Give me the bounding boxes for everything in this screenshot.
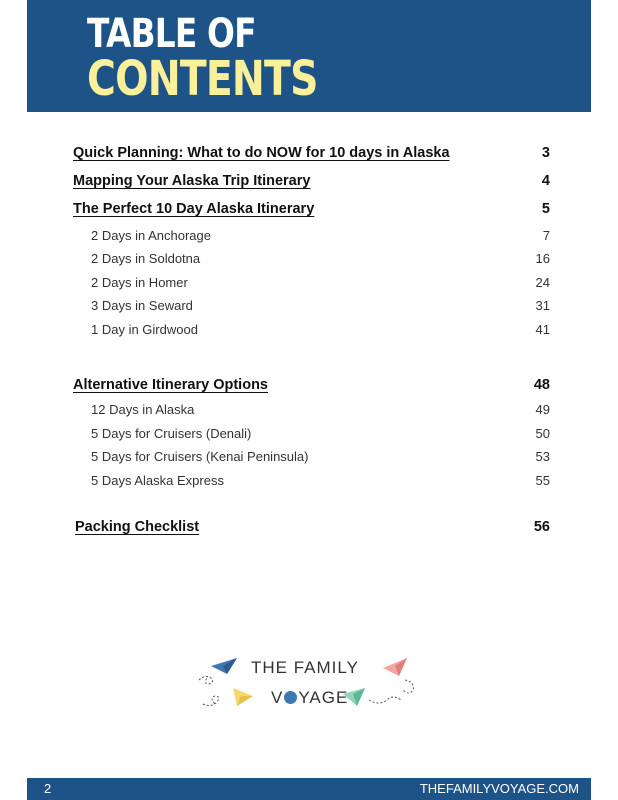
toc-item-label[interactable]: 3 Days in Seward	[91, 298, 193, 313]
toc-item-page: 7	[542, 228, 550, 243]
toc-item-12-days[interactable]	[0, 400, 618, 422]
toc-section-page: 48	[533, 377, 550, 393]
toc-section-alternative[interactable]	[0, 375, 618, 397]
footer-bar	[27, 778, 591, 800]
toc-item-label[interactable]: 2 Days in Anchorage	[91, 228, 211, 243]
toc-item-page: 55	[535, 473, 550, 488]
page-title-line2: CONTENTS	[87, 51, 318, 107]
toc-item-label[interactable]: 1 Day in Girdwood	[91, 322, 198, 337]
toc-item-page: 41	[535, 322, 550, 337]
family-voyage-logo	[193, 652, 425, 714]
toc-item-page: 49	[535, 402, 550, 417]
toc-item-page: 53	[535, 449, 550, 464]
footer-page-number: 2	[44, 781, 52, 796]
toc-item-label[interactable]: 5 Days for Cruisers (Kenai Peninsula)	[91, 449, 309, 464]
logo-line2-end: YAGE	[298, 688, 349, 707]
toc-item-label[interactable]: 2 Days in Soldotna	[91, 251, 201, 266]
toc-item-label[interactable]: 5 Days Alaska Express	[91, 473, 224, 488]
toc-item-girdwood[interactable]	[0, 320, 618, 342]
toc-item-homer[interactable]	[0, 273, 618, 295]
toc-item-alaska-express[interactable]	[0, 471, 618, 493]
toc-section-page: 4	[541, 173, 550, 189]
toc-section-page: 56	[533, 519, 550, 535]
toc-section-packing[interactable]	[0, 517, 618, 539]
toc-item-seward[interactable]	[0, 296, 618, 318]
toc-item-soldotna[interactable]	[0, 249, 618, 271]
logo-line2-start: V	[271, 688, 284, 707]
toc-item-page: 50	[535, 426, 550, 441]
toc-item-page: 31	[535, 298, 550, 313]
page-title-line1: TABLE OF	[87, 11, 256, 57]
toc-item-cruisers-kenai[interactable]	[0, 447, 618, 469]
header-banner	[27, 0, 591, 112]
toc-section-label[interactable]: Alternative Itinerary Options	[73, 377, 268, 393]
logo-line2	[271, 688, 348, 708]
footer-site-link[interactable]: THEFAMILYVOYAGE.COM	[419, 781, 579, 796]
logo-line1: THE FAMILY	[251, 658, 359, 677]
toc-item-page: 24	[535, 275, 550, 290]
globe-icon	[284, 691, 297, 704]
toc-section-page: 3	[541, 145, 550, 161]
toc-section-label[interactable]: Packing Checklist	[75, 519, 200, 535]
toc-section-label[interactable]: The Perfect 10 Day Alaska Itinerary	[73, 201, 315, 217]
toc-item-label[interactable]: 5 Days for Cruisers (Denali)	[91, 426, 252, 441]
toc-section-label[interactable]: Quick Planning: What to do NOW for 10 days in Alaska	[73, 145, 450, 161]
toc-item-page: 16	[535, 251, 550, 266]
toc-item-cruisers-denali[interactable]	[0, 424, 618, 446]
toc-section-page: 5	[541, 201, 550, 217]
toc-section-mapping[interactable]	[0, 171, 618, 193]
toc-section-quick-planning[interactable]	[0, 143, 618, 165]
toc-item-anchorage[interactable]	[0, 226, 618, 248]
toc-section-label[interactable]: Mapping Your Alaska Trip Itinerary	[73, 173, 311, 189]
toc-section-perfect-itinerary[interactable]	[0, 199, 618, 221]
toc-item-label[interactable]: 12 Days in Alaska	[91, 402, 195, 417]
toc-item-label[interactable]: 2 Days in Homer	[91, 275, 188, 290]
